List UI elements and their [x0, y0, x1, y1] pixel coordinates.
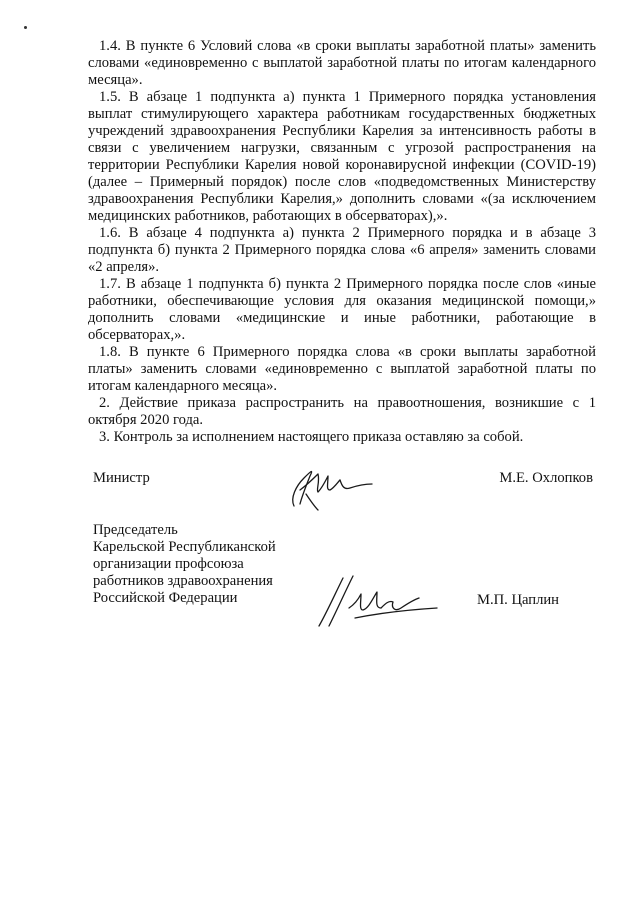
scan-speck — [24, 26, 27, 29]
paragraph-1-4: 1.4. В пункте 6 Условий слова «в сроки выплаты заработной платы» заменить словами «единовременно с выплатой заработной платы по итогам календарного месяца». — [88, 38, 596, 88]
paragraph-1-6: 1.6. В абзаце 4 подпункта а) пункта 2 Примерного порядка и в абзаце 3 подпункта б) пункта 2 Примерного порядка слова «6 апреля» заменить словами «2 апреля». — [88, 225, 596, 275]
chairman-title-line: Председатель — [93, 522, 178, 538]
minister-handwritten-signature — [280, 454, 380, 514]
chairman-title-line: организации профсоюза — [93, 556, 244, 572]
chairman-title — [93, 522, 276, 607]
paragraph-1-7: 1.7. В абзаце 1 подпункта б) пункта 2 Примерного порядка после слов «иные работники, обеспечивающие условия для оказания медицинской помощи,» дополнить словами «медицинские и иные работники, работающие в обсерваторах,». — [88, 276, 596, 343]
chairman-title-line: Карельской Республиканской — [93, 539, 276, 555]
minister-title: Министр — [93, 470, 150, 486]
order-body — [88, 38, 596, 446]
chairman-name: М.П. Цаплин — [477, 592, 559, 608]
paragraph-3: 3. Контроль за исполнением настоящего приказа оставляю за собой. — [99, 429, 524, 445]
paragraph-2: 2. Действие приказа распространить на правоотношения, возникшие с 1 октября 2020 года. — [88, 395, 596, 428]
chairman-title-line: работников здравоохранения — [93, 573, 273, 589]
chairman-handwritten-signature — [315, 568, 445, 630]
paragraph-1-8: 1.8. В пункте 6 Примерного порядка слова «в сроки выплаты заработной платы» заменить словами «единовременно с выплатой заработной платы по итогам календарного месяца». — [88, 344, 596, 394]
chairman-title-line: Российской Федерации — [93, 590, 238, 606]
minister-name: М.Е. Охлопков — [499, 470, 593, 486]
paragraph-1-5: 1.5. В абзаце 1 подпункта а) пункта 1 Примерного порядка установления выплат стимулирующего характера работникам государственных бюджетных учреждений здравоохранения Республики Карелия за интенсивность работы в связи с увеличением нагрузки, связанным с угрозой распространения на территории Республики Карелия новой коронавирусной инфекции (COVID-19) (далее – Примерный порядок) после слов «подведомственных Министерству здравоохранения Республики Карелия,» дополнить словами «(за исключением медицинских работников, работающих в обсерваторах),». — [88, 89, 596, 224]
